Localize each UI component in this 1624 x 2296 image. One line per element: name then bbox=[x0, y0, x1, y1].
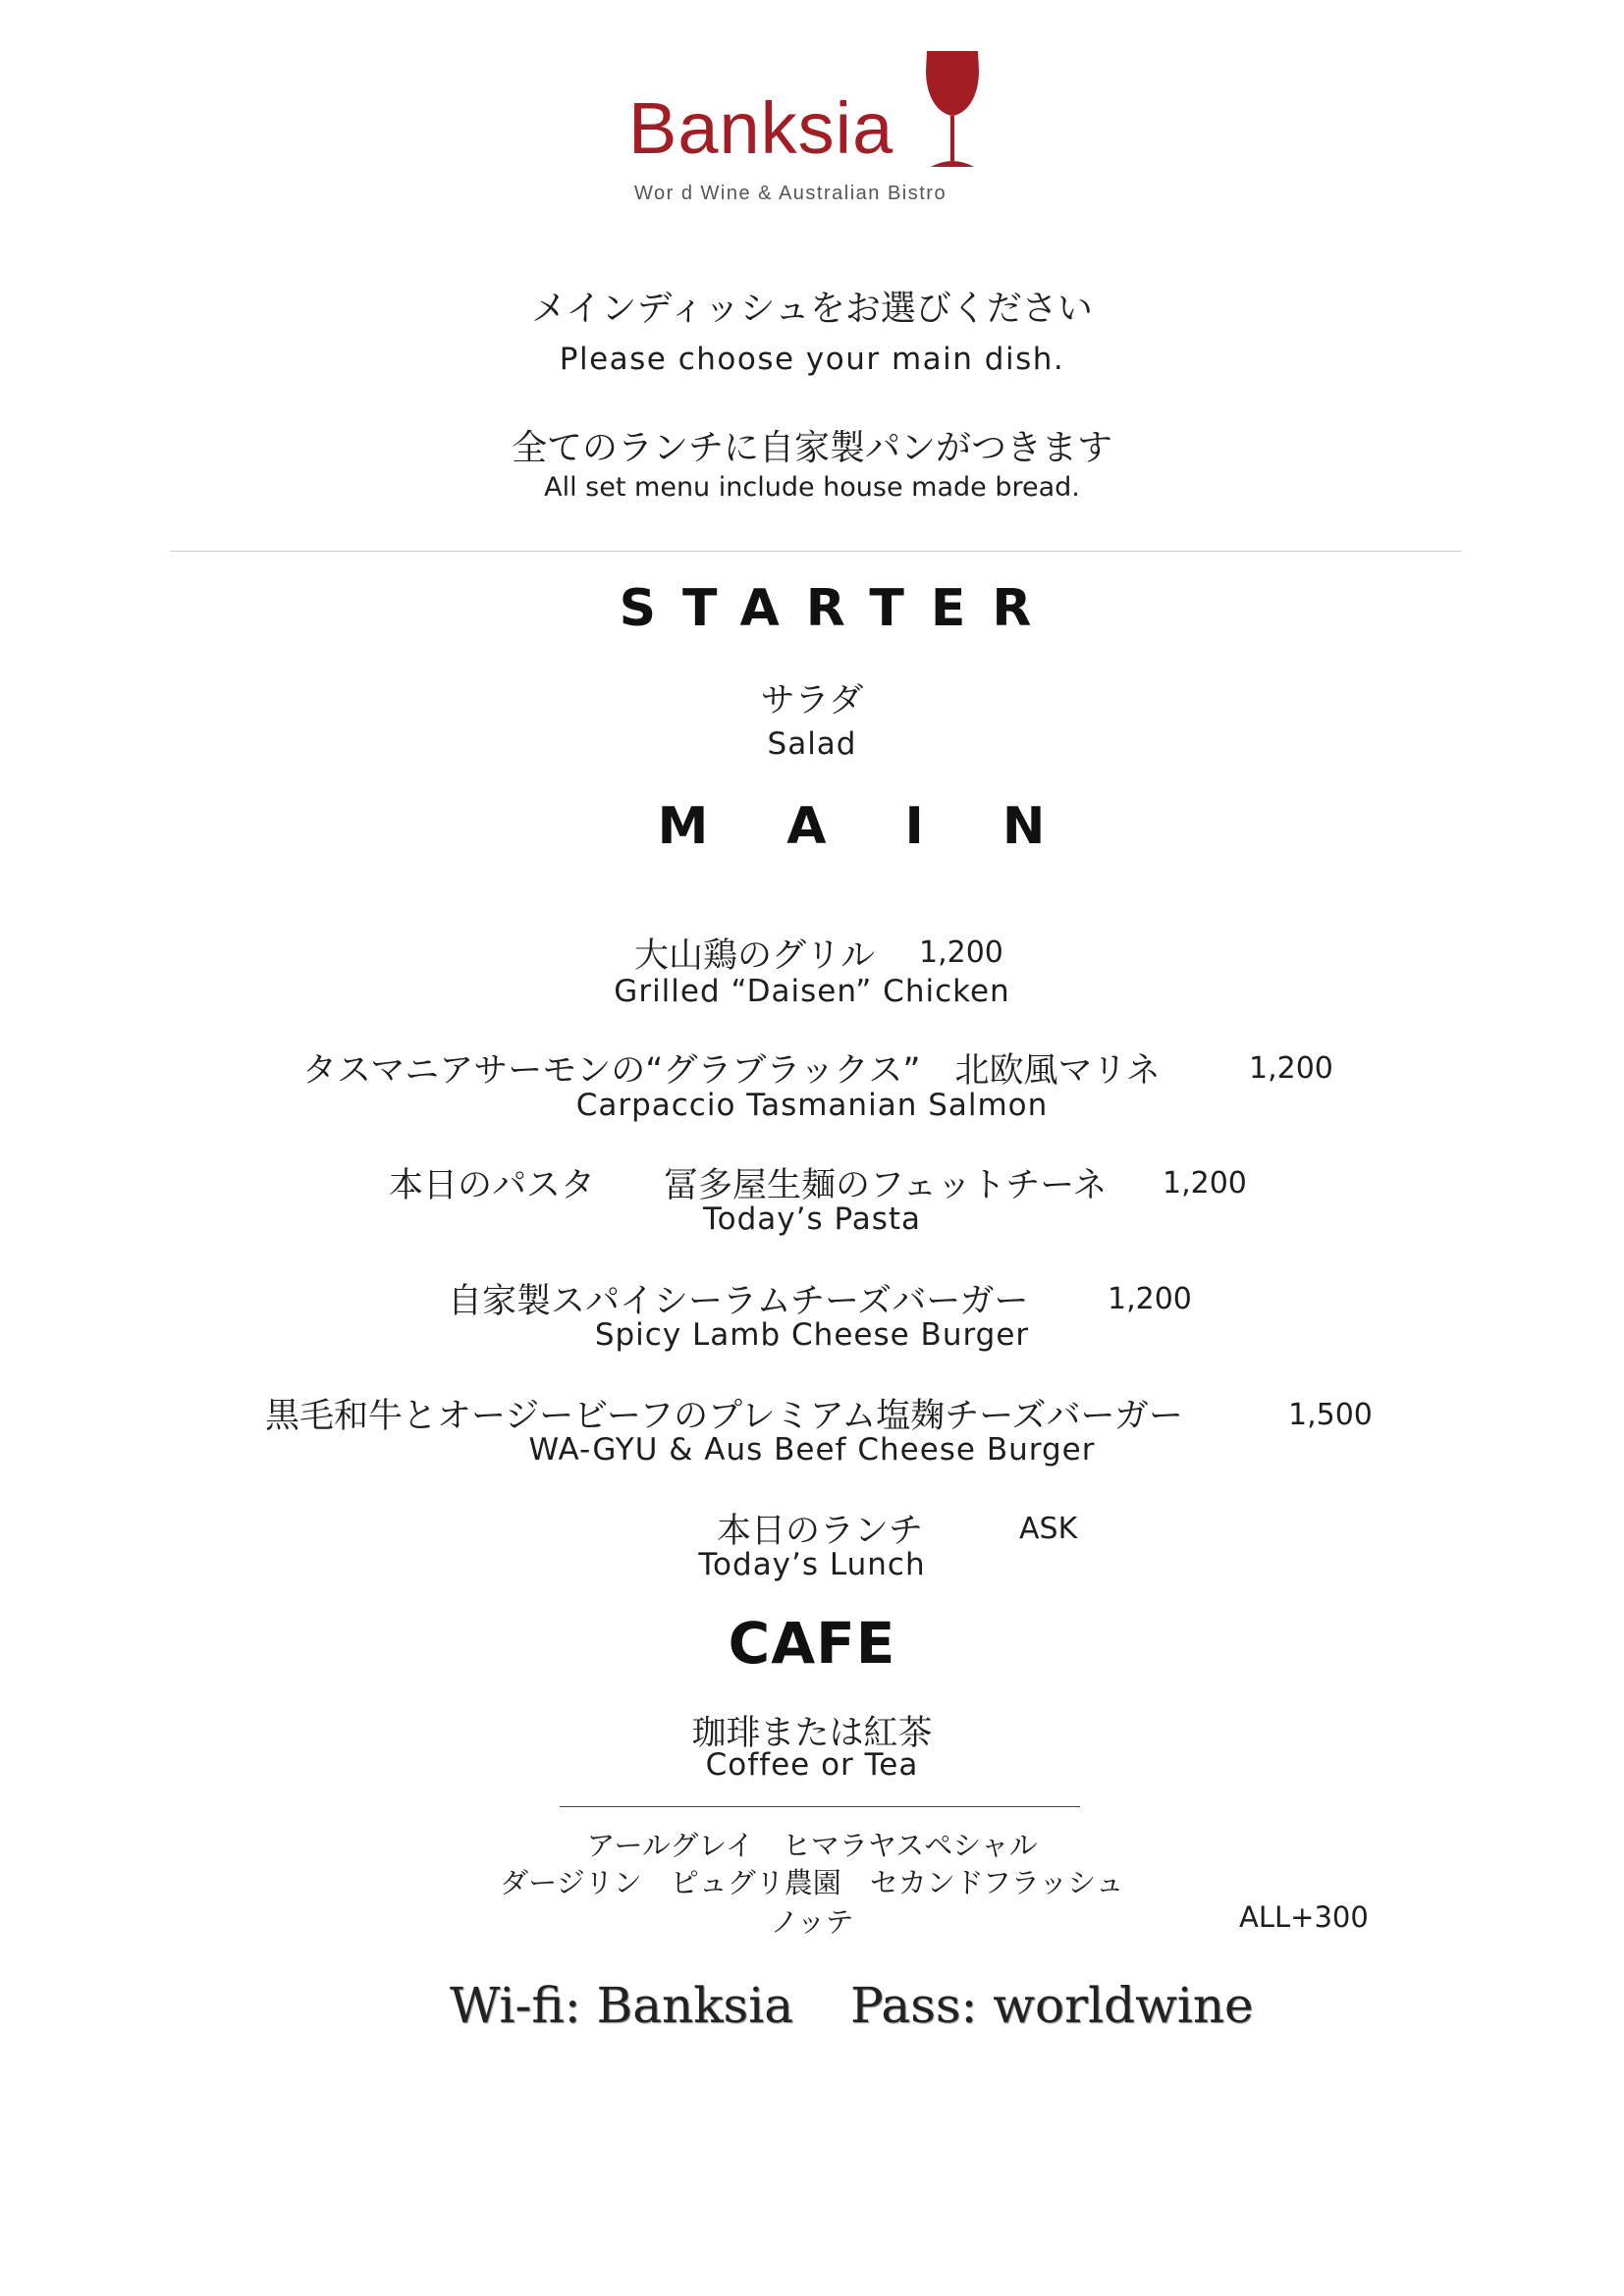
main-item-jp: タスマニアサーモンの“グラブラックス” 北欧風マリネ bbox=[302, 1051, 1161, 1091]
main-heading: MAIN bbox=[657, 797, 1124, 856]
brand-logo-text: Banksia bbox=[628, 87, 894, 169]
main-item-price: 1,500 bbox=[1288, 1398, 1373, 1432]
cafe-item-en: Coffee or Tea bbox=[705, 1747, 919, 1783]
main-item-en: Carpaccio Tasmanian Salmon bbox=[575, 1088, 1049, 1123]
main-item-price: 1,200 bbox=[1108, 1282, 1192, 1316]
main-item-jp: 大山鶏のグリル bbox=[634, 936, 876, 976]
brand-tagline: Wor d Wine & Australian Bistro bbox=[634, 183, 947, 204]
wifi-network: Wi-fi: Banksia bbox=[450, 1977, 793, 2034]
bread-note-jp: 全てのランチに自家製パンがつきます bbox=[511, 428, 1112, 468]
starter-item-en: Salad bbox=[767, 726, 857, 762]
main-item-price: 1,200 bbox=[1163, 1166, 1247, 1201]
wifi-password: Pass: worldwine bbox=[850, 1977, 1254, 2034]
main-item-jp: 自家製スパイシーラムチーズバーガー bbox=[448, 1282, 1029, 1321]
main-item-en: Today’s Lunch bbox=[698, 1547, 926, 1582]
main-item-price: ASK bbox=[1019, 1512, 1078, 1546]
starter-item-jp: サラダ bbox=[760, 681, 864, 721]
main-item-en: Spicy Lamb Cheese Burger bbox=[594, 1317, 1030, 1353]
tea-option: ダージリン ピュグリ農園 セカンドフラッシュ bbox=[500, 1866, 1124, 1899]
main-item-jp: 本日のランチ bbox=[717, 1512, 924, 1551]
tea-upgrade-price: ALL+300 bbox=[1239, 1900, 1369, 1934]
cafe-divider bbox=[560, 1806, 1080, 1807]
main-item-price: 1,200 bbox=[1249, 1051, 1333, 1086]
main-item-jp: 本日のパスタ 冨多屋生麺のフェットチーネ bbox=[389, 1166, 1108, 1205]
bread-note-en: All set menu include house made bread. bbox=[544, 472, 1080, 503]
choose-main-en: Please choose your main dish. bbox=[559, 342, 1065, 377]
main-item-jp: 黒毛和牛とオージービーフのプレミアム塩麹チーズバーガー bbox=[265, 1397, 1183, 1436]
main-item-en: WA-GYU & Aus Beef Cheese Burger bbox=[528, 1432, 1096, 1468]
choose-main-jp: メインディッシュをお選びください bbox=[531, 289, 1093, 329]
starter-heading: STARTER bbox=[619, 579, 1058, 638]
tea-option: アールグレイ ヒマラヤスペシャル bbox=[586, 1829, 1038, 1862]
main-item-en: Grilled “Daisen” Chicken bbox=[614, 974, 1010, 1009]
cafe-heading: CAFE bbox=[728, 1610, 896, 1677]
tea-option: ノッテ bbox=[770, 1905, 854, 1939]
section-divider bbox=[170, 551, 1462, 552]
wine-glass-icon bbox=[923, 49, 982, 173]
main-item-price: 1,200 bbox=[919, 935, 1003, 970]
main-item-en: Today’s Pasta bbox=[702, 1201, 922, 1237]
cafe-item-jp: 珈琲または紅茶 bbox=[691, 1714, 933, 1753]
